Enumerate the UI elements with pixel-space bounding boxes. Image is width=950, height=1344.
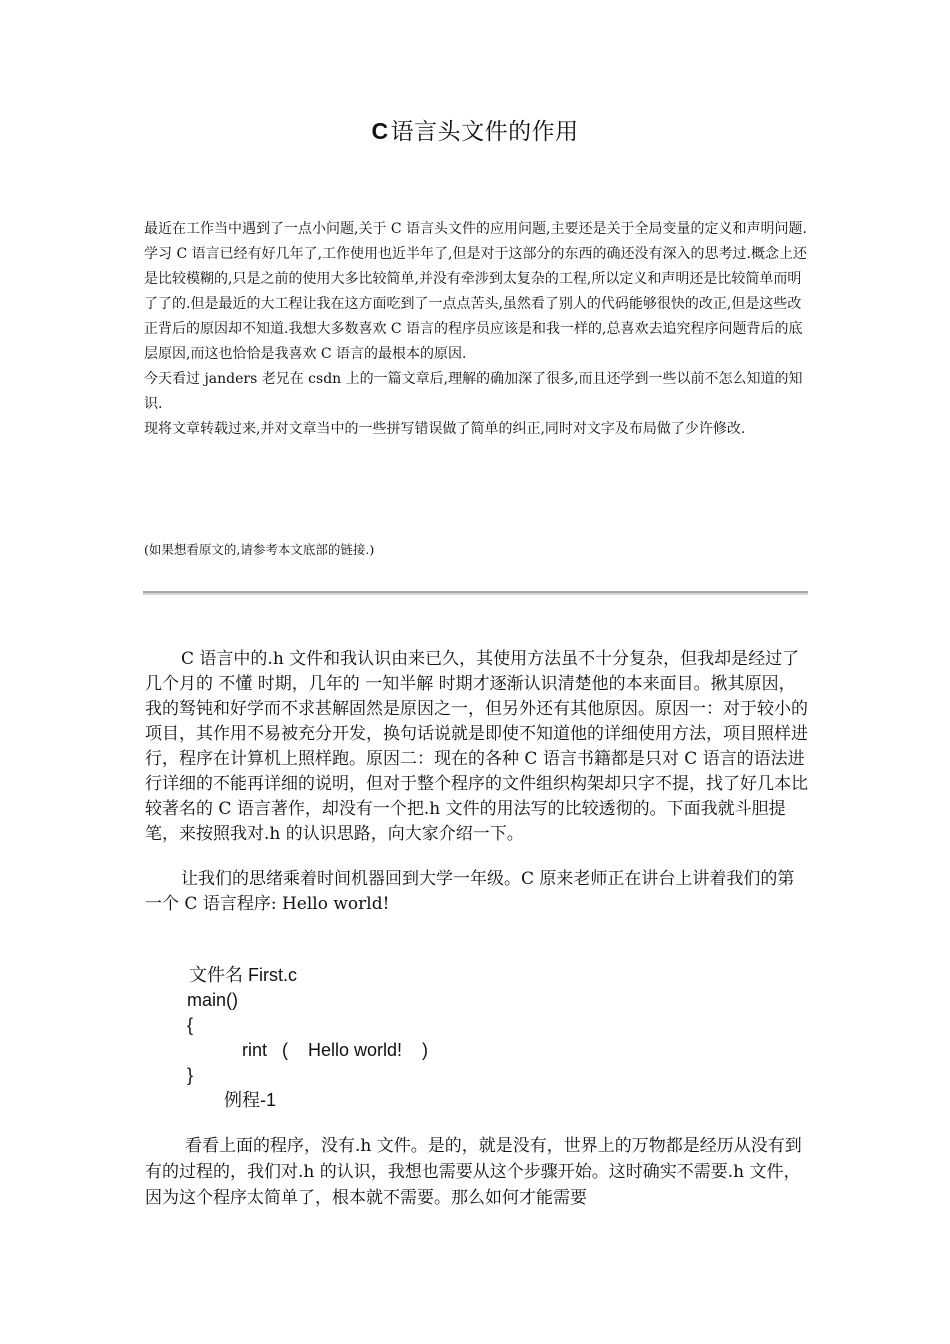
- code-example: [187, 963, 637, 1113]
- article-body-continued: [145, 1133, 810, 1211]
- original-link-note: (如果想看原文的,请参考本文底部的链接.): [144, 542, 375, 557]
- intro-section: [144, 217, 808, 442]
- article-paragraph-3: 看看上面的程序，没有.h 文件。是的，就是没有，世界上的万物都是经历从没有到有的过程的，我们对.h 的认识，我想也需要从这个步骤开始。这时确实不需要.h 文件，因为这个程序太简单了，根本就不需要。那么如何才能需要: [145, 1136, 802, 1208]
- code-line-close-brace: }: [187, 1065, 194, 1085]
- article-paragraph-2: 让我们的思绪乘着时间机器回到大学一年级。C 原来老师正在讲台上讲着我们的第一个 C 语言程序: Hello world!: [145, 869, 795, 914]
- code-filename: 文件名 First.c: [189, 965, 297, 985]
- page-title-text: 语言头文件的作用: [390, 119, 579, 145]
- article-body: [145, 647, 810, 917]
- code-line-print: rint ( Hello world! ): [242, 1040, 429, 1060]
- section-divider: [143, 591, 808, 595]
- intro-paragraph-4: 现将文章转载过来,并对文章当中的一些拼写错误做了简单的纠正,同时对文字及布局做了少许修改.: [144, 421, 746, 437]
- page-title: [0, 114, 950, 149]
- page-title-c: C: [371, 118, 389, 144]
- intro-paragraph-2: 学习 C 语言已经有好几年了,工作使用也近半年了,但是对于这部分的东西的确还没有深入的思考过.概念上还是比较模糊的,只是之前的使用大多比较简单,并没有牵涉到太复杂的工程,所以定义和声明还是比较简单而明了了的.但是最近的大工程让我在这方面吃到了一点点苦头,虽然看了别人的代码能够很快的改正,但是这些改正背后的原因却不知道.我想大多数喜欢 C 语言的程序员应该是和我一样的,总喜欢去追究程序问题背后的底层原因,而这也恰恰是我喜欢 C 语言的最根本的原因.: [144, 246, 807, 362]
- code-line-open-brace: {: [187, 1015, 194, 1035]
- intro-paragraph-1: 最近在工作当中遇到了一点小问题,关于 C 语言头文件的应用问题,主要还是关于全局变量的定义和声明问题.: [144, 221, 807, 237]
- article-paragraph-1: C 语言中的.h 文件和我认识由来已久，其使用方法虽不十分复杂，但我却是经过了几个月的 不懂 时期，几年的 一知半解 时期才逐渐认识清楚他的本来面目。揪其原因，我的驽钝和好学而不求甚解固然是原因之一，但另外还有其他原因。原因一：对于较小的项目，其作用不易被充分开发，换句话说就是即使不知道他的详细使用方法，项目照样进行，程序在计算机上照样跑。原因二：现在的各种 C 语言书籍都是只对 C 语言的语法进行详细的不能再详细的说明，但对于整个程序的文件组织构架却只字不提，找了好几本比较著名的 C 语言著作，却没有一个把.h 文件的用法写的比较透彻的。下面我就斗胆提笔，来按照我对.h 的认识思路，向大家介绍一下。: [145, 649, 808, 844]
- code-line-main: main(): [187, 990, 239, 1010]
- intro-paragraph-3: 今天看过 janders 老兄在 csdn 上的一篇文章后,理解的确加深了很多,而且还学到一些以前不怎么知道的知识.: [144, 371, 803, 412]
- code-caption: 例程-1: [224, 1090, 277, 1110]
